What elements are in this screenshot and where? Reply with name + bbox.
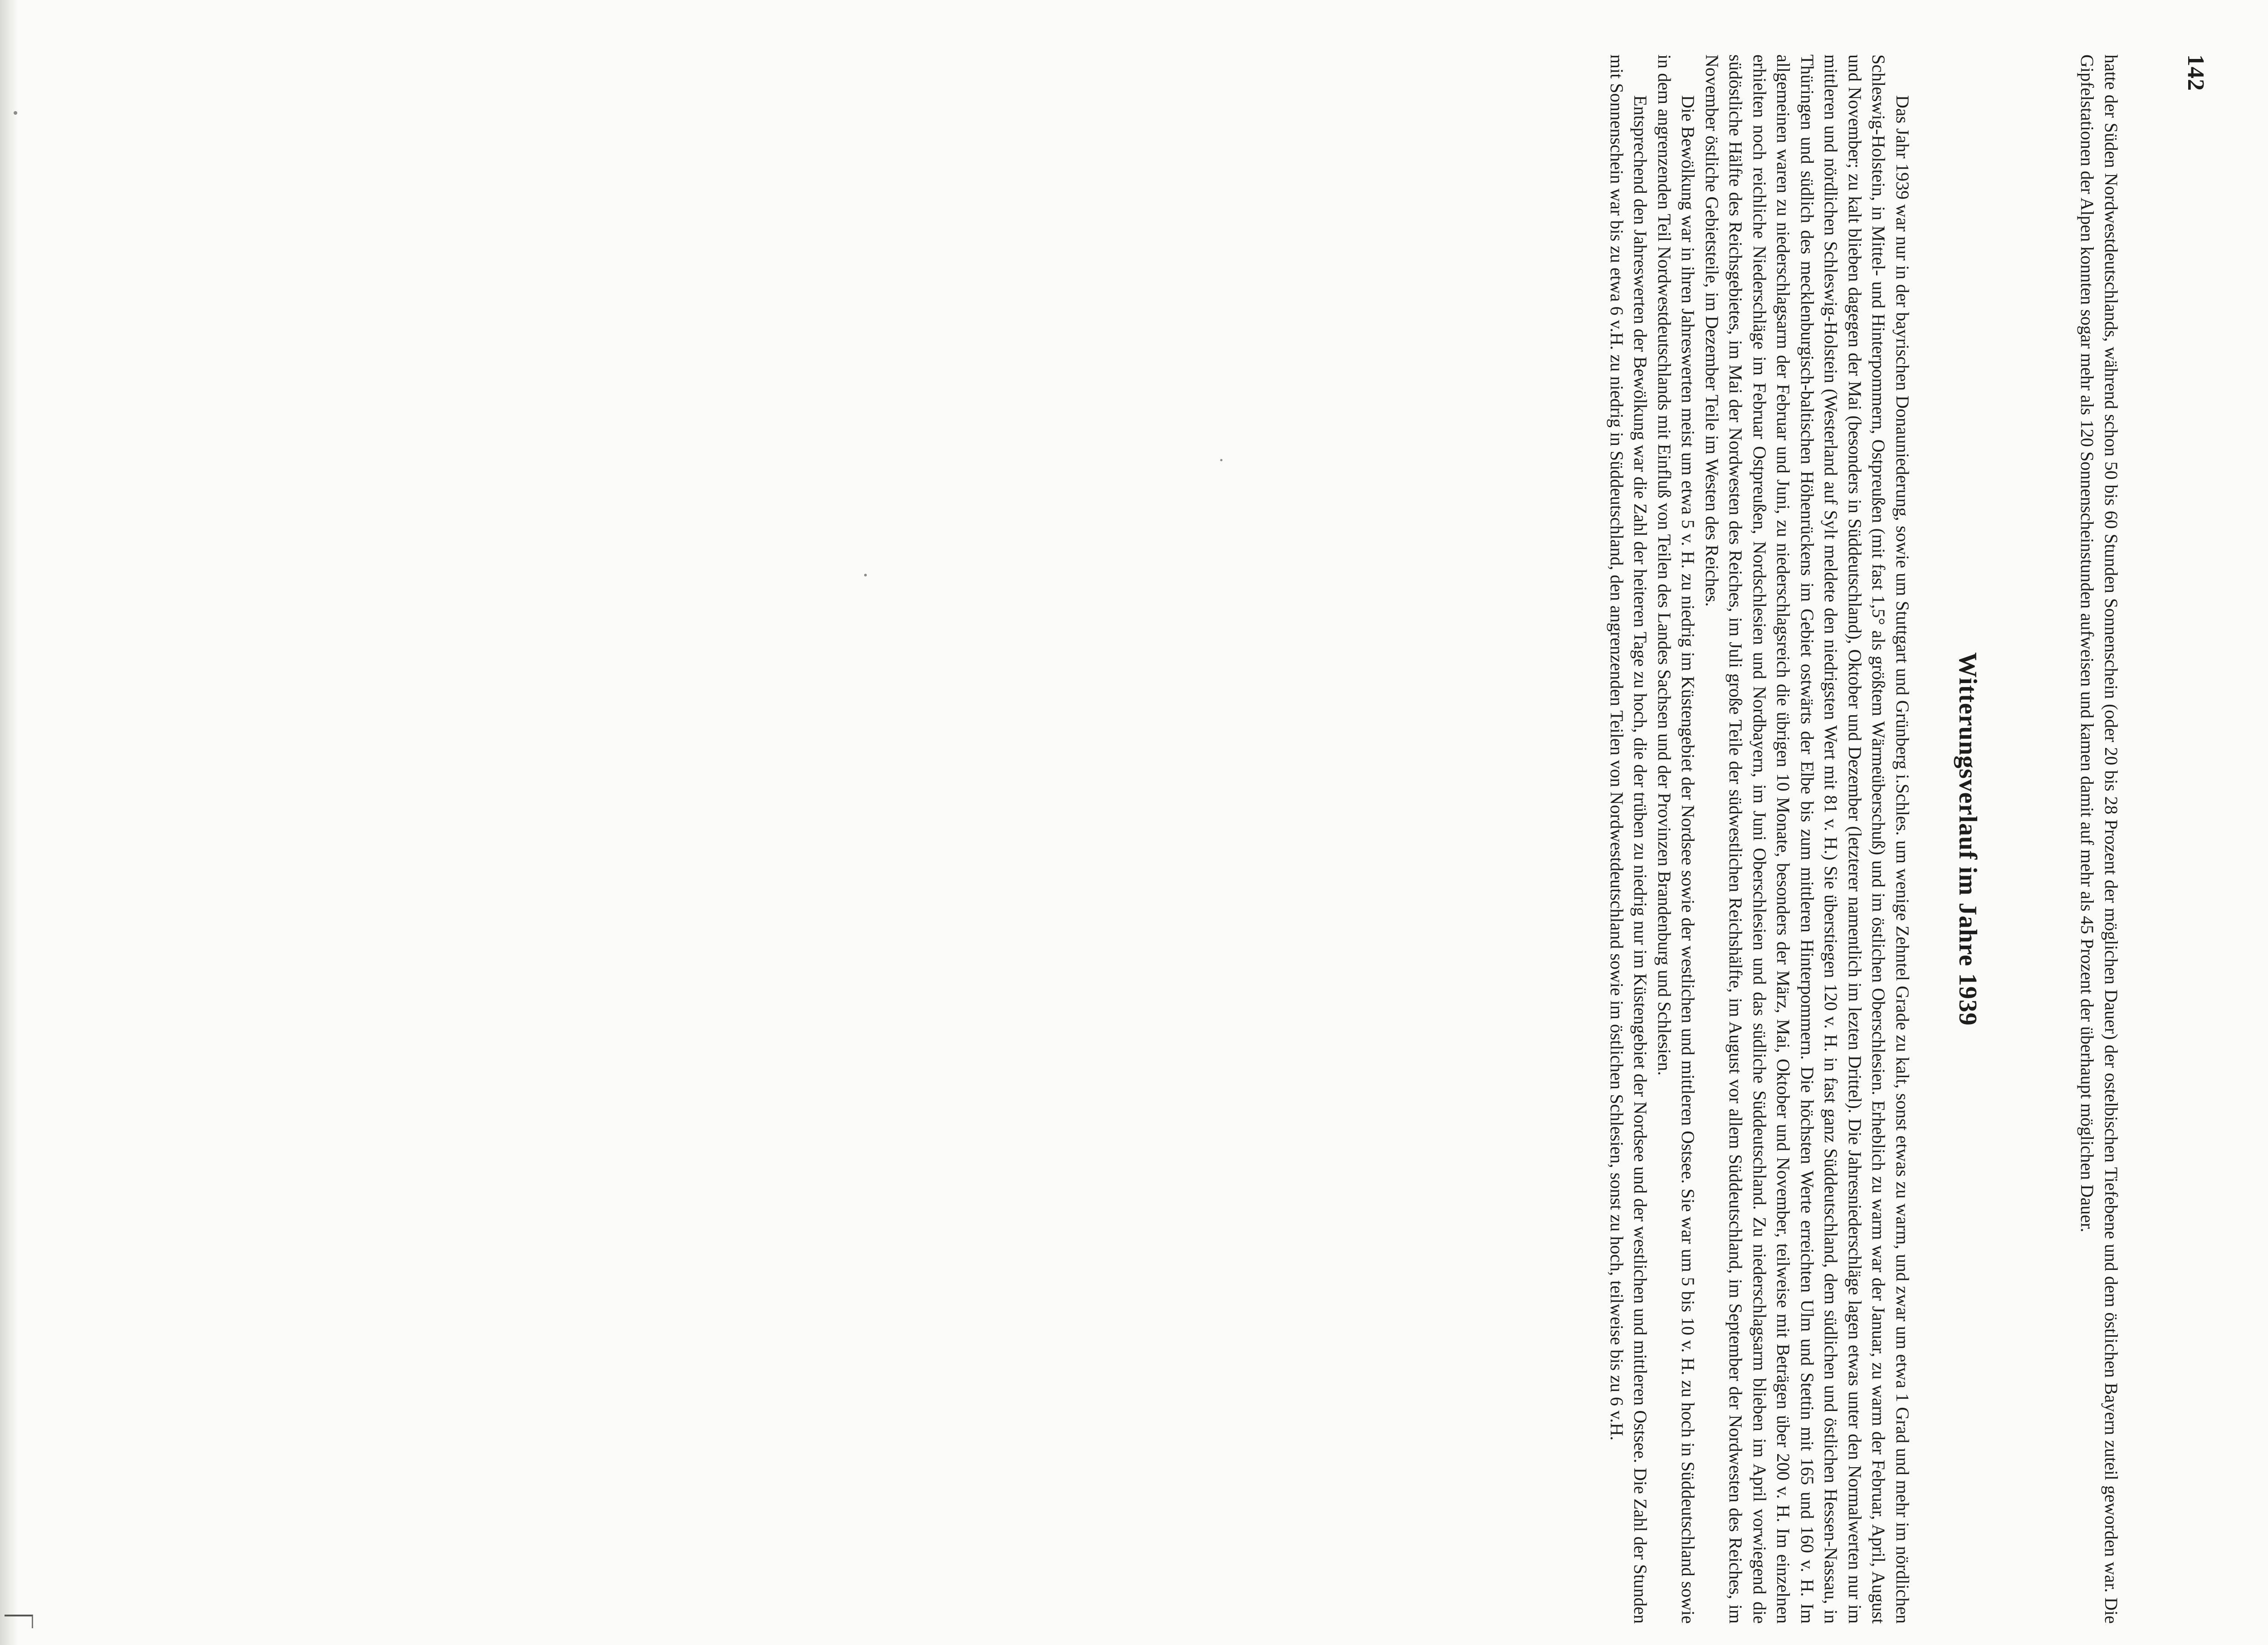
section-title: Witterungsverlauf im Jahre 1939 — [1954, 652, 1982, 1026]
paragraph-sunshine: Entsprechend den Jahreswerten der Bewölkung war die Zahl der heiteren Tage zu hoch, die der trüben zu niedrig nur im Küstengebiet der Nordsee und der westlichen und mittleren Ostsee. Die Zahl der Stunden mit Sonnenschein war bis zu etwa 6 v.H. zu niedrig in Süddeutschland, den angrenzenden Teilen von Nordwestdeutschland sowie im östlichen Schlesien, sonst zu hoch, teilweise bis zu 6 v.H. — [1607, 54, 1651, 1624]
paragraph-cloudiness: Die Bewölkung war in ihren Jahreswerten meist um etwa 5 v. H. zu niedrig im Küstengebiet der Nordsee sowie der westlichen und mittleren Ostsee. Sie war um 5 bis 10 v. H. zu hoch in Süddeutschland sowie in dem angrenzenden Teil Nordwestdeutschlands mit Einfluß von Teilen des Landes Sachsen und der Provinzen Brandenburg und Schlesien. — [1654, 54, 1699, 1624]
continuation-paragraph: hatte der Süden Nordwestdeutschlands, während schon 50 bis 60 Stunden Sonnenschein (oder 20 bis 28 Prozent der möglichen Dauer) der ostelbischen Tiefebene und dem östlichen Bayern zuteil geworden war. Die Gipfelstationen der Alpen konnten sogar mehr als 120 Sonnenscheinstunden aufweisen und kamen damit auf mehr als 45 Prozent der überhaupt möglichen Dauer. — [2077, 54, 2121, 1624]
scan-speck — [14, 111, 17, 115]
paragraph-group — [1605, 54, 1915, 1624]
binding-edge-shadow — [0, 0, 18, 1645]
rotated-page-content — [218, 54, 2214, 1624]
binding-mark — [5, 1615, 33, 1628]
paragraph-temperature-precipitation: Das Jahr 1939 war nur in der bayrischen Donauniederung, sowie um Stuttgart und Grünberg i.Schles. um wenige Zehntel Grade zu kalt, sonst etwas zu warm, und zwar um etwa 1 Grad und mehr im nördlichen Schleswig-Holstein, in Mittel- und Hinterpommern, Ostpreußen (mit fast 1,5° als größtem Wärmeüberschuß) und im östlichen Oberschlesien. Erheblich zu warm war der Januar, zu warm der Februar, April, August und November; zu kalt blieben dagegen der Mai (besonders in Süddeutschland), Oktober und Dezember (letzterer namentlich im lezten Drittel). Die Jahresniederschläge lagen etwas unter den Normalwerten nur im mittleren und nördlichen Schleswig-Holstein (Westerland auf Sylt meldete den niedrigsten Wert mit 81 v. H.) Sie überstiegen 120 v. H. in fast ganz Süddeutschland, dem südlichen und östlichen Hessen-Nassau, in Thüringen und südlich des mecklenburgisch-baltischen Höhenrückens im Gebiet ostwärts der Elbe bis zum mittleren Hinterpommern. Die höchsten Werte erreichten Ulm und Stettin mit 165 und 160 v. H. Im allgemeinen waren zu niederschlagsarm der Februar und Juni, zu niederschlagsreich die übrigen 10 Monate, besonders der März, Mai, Oktober und November, teilweise mit Beträgen über 200 v. H. Im einzelnen erhielten noch reichliche Niederschläge im Februar Ostpreußen, Nordschlesien und Nordbayern, im Juni Oberschlesien und das südliche Süddeutschland. Zu niederschlagsarm blieben im April vorwiegend die südöstliche Hälfte des Reichsgebietes, im Mai der Nordwesten des Reiches, im Juli große Teile der südwestlichen Reichshälfte, im August vor allem Süddeutschland, im September der Nordwesten des Reiches, im November östliche Gebietsteile, im Dezember Teile im Westen des Reiches. — [1702, 54, 1913, 1624]
page-number: 142 — [2183, 54, 2209, 91]
